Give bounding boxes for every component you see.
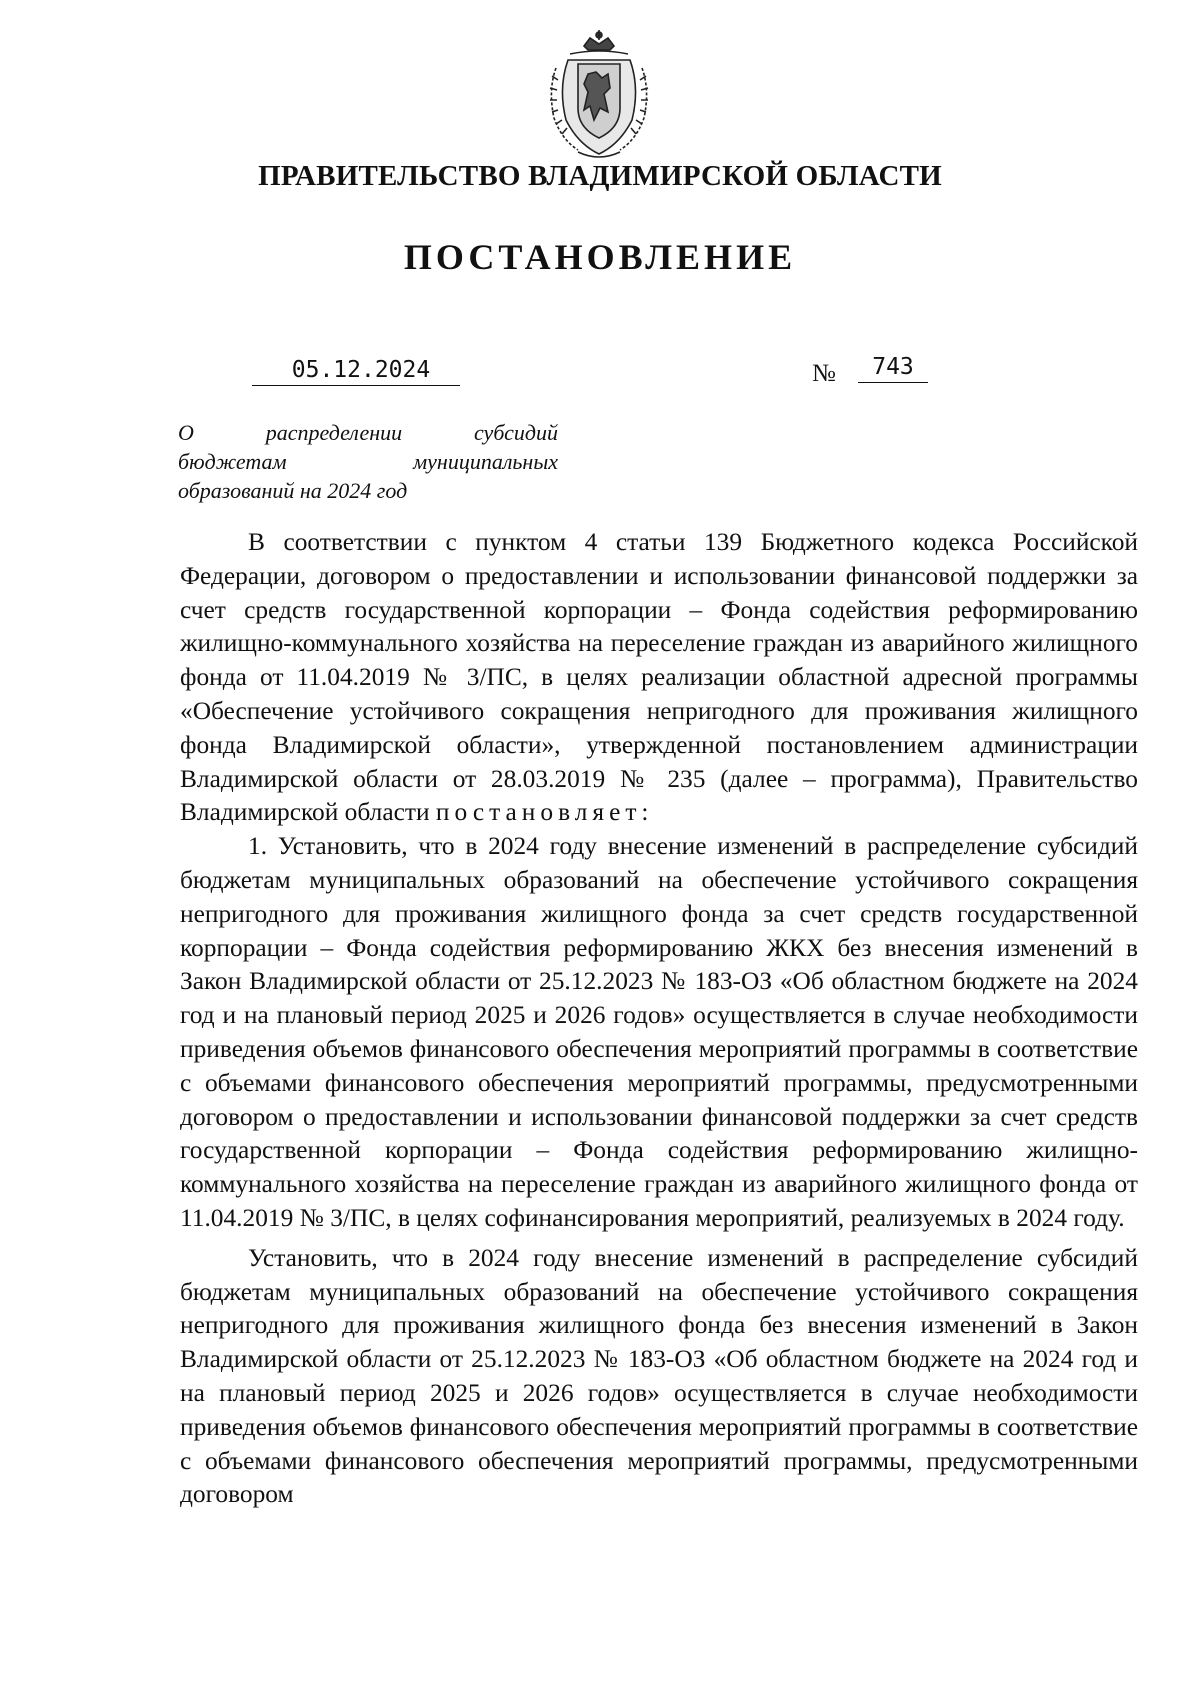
preamble-text: В соответствии с пунктом 4 статьи 139 Бюджетного кодекса Российской Федерации, договором о предоставлении и использовании финансовой поддержки за счет средств государственной корпорации – Фонда содействия реформированию жилищно-коммунального хозяйства на переселение граждан из аварийного жилищного фонда от 11.04.2019 № 3/ПС, в целях реализации областной адресной программы «Обеспечение устойчивого сокращения непригодного для проживания жилищного фонда Владимирской области», утвержденной постановлением администрации Владимирской области от 28.03.2019 № 235 (далее – программа), Правительство Владимирской области (180, 528, 1138, 827)
subject-line: О распределении субсидий (178, 420, 558, 445)
document-subject (178, 418, 558, 505)
document-number: 743 (858, 354, 928, 383)
item-1-continuation-paragraph: Установить, что в 2024 году внесение изменений в распределение субсидий бюджетам муниципальных образований на обеспечение устойчивого сокращения непригодного для проживания жилищного фонда без внесения изменений в Закон Владимирской области от 25.12.2023 № 183-ОЗ «Об областном бюджете на 2024 год и на плановый период 2025 и 2026 годов» осуществляется в случае необходимости приведения объемов финансового обеспечения мероприятий программы в соответствие с объемами финансового обеспечения мероприятий программы, предусмотренными договором (180, 1243, 1138, 1509)
document-type-title: ПОСТАНОВЛЕНИЕ (403, 237, 797, 277)
document-date: 05.12.2024 (252, 357, 460, 386)
subject-line: бюджетам муниципальных (178, 449, 558, 474)
coat-of-arms-icon (538, 28, 660, 164)
decree-word: постановляет: (435, 798, 654, 827)
preamble-paragraph (180, 526, 1138, 830)
subject-line: образований на 2024 год (178, 478, 408, 503)
item-1-paragraph: 1. Установить, что в 2024 году внесение изменений в распределение субсидий бюджетам муниципальных образований на обеспечение устойчивого сокращения непригодного для проживания жилищного фонда за счет средств государственной корпорации – Фонда содействия реформированию ЖКХ без внесения изменений в Закон Владимирской области от 25.12.2023 № 183-ОЗ «Об областном бюджете на 2024 год и на плановый период 2025 и 2026 годов» осуществляется в случае необходимости приведения объемов финансового обеспечения мероприятий программы в соответствие с объемами финансового обеспечения мероприятий программы, предусмотренными договором о предоставлении и использовании финансовой поддержки за счет средств государственной корпорации – Фонда содействия реформированию жилищно-коммунального хозяйства на переселение граждан из аварийного жилищного фонда от 11.04.2019 № 3/ПС, в целях софинансирования мероприятий, реализуемых в 2024 году. (180, 832, 1138, 1232)
document-body (180, 526, 1138, 1512)
organization-name: ПРАВИТЕЛЬСТВО ВЛАДИМИРСКОЙ ОБЛАСТИ (258, 160, 942, 192)
number-label: № (812, 360, 836, 387)
